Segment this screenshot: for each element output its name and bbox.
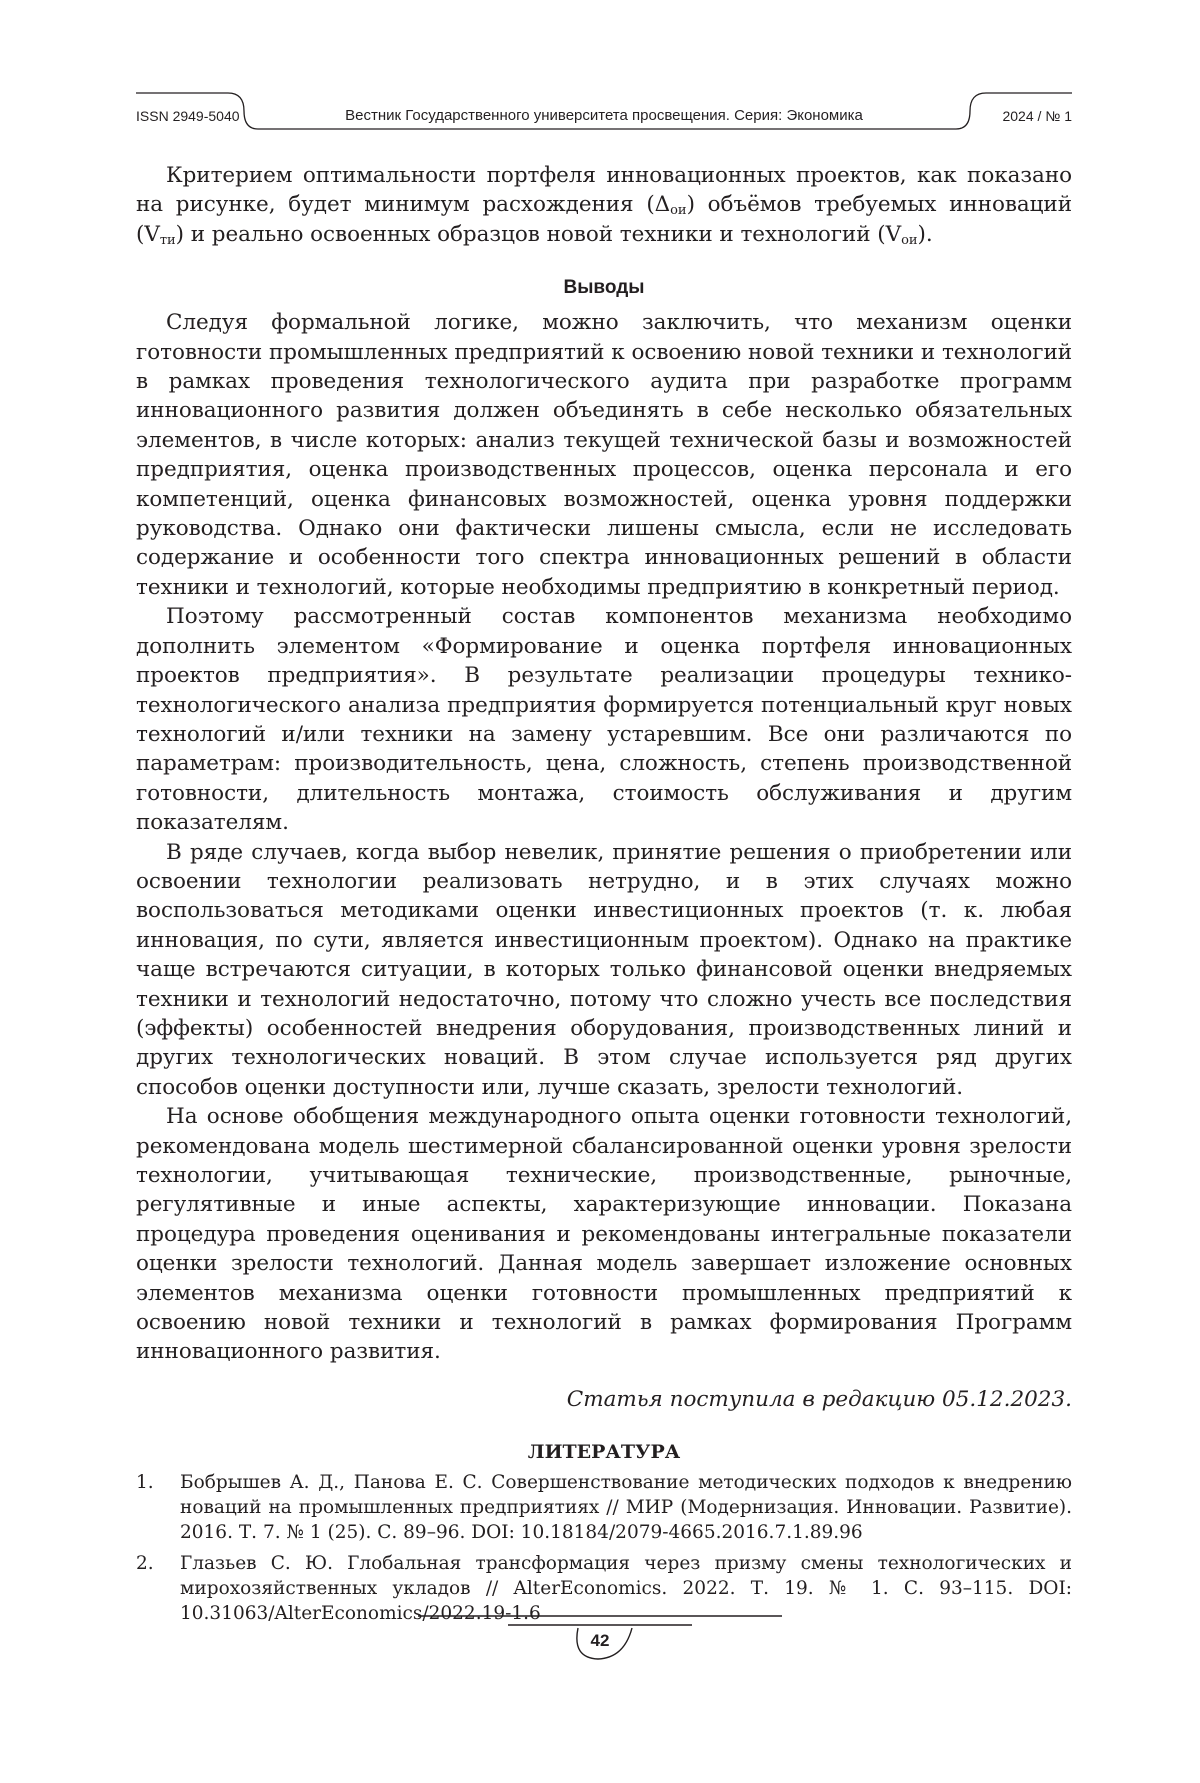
conclusion-paragraph: Поэтому рассмотренный состав компонентов механизма необходимо дополнить элементом «Формирование и оценка портфеля инновационных проектов предприятия». В результате реализации процедуры технико-технологического анализа предприятия формируется потенциальный круг новых технологий и/или техники на замену устаревшим. Все они различаются по параметрам: производительность, цена, сложность, степень производственной готовности, длительность монтажа, стоимость обслуживания и другим показателям. xyxy=(136,604,1072,836)
running-header xyxy=(136,88,1072,140)
page-number: 42 xyxy=(590,1631,610,1650)
conclusion-paragraph: В ряде случаев, когда выбор невелик, принятие решения о приобретении или освоении технологии реализовать нетрудно, и в этих случаях можно воспользоваться методиками оценки инвестиционных проектов (т. к. любая инновация, по сути, является инвестиционным проектом). Однако на практике чаще встречаются ситуации, в которых только финансовой оценки внедряемых техники и технологий недостаточно, потому что сложно учесть все последствия (эффекты) особенностей внедрения оборудования, производственных линий и других технологических новаций. В этом случае используется ряд других способов оценки доступности или, лучше сказать, зрелости технологий. xyxy=(136,839,1072,1100)
conclusion-paragraph: На основе обобщения международного опыта оценки готовности технологий, рекомендована модель шестимерной сбалансированной оценки уровня зрелости технологии, учитывающая технические, производственные, рыночные, регулятивные и иные аспекты, характеризующие инновации. Показана процедура проведения оценивания и рекомендованы интегральные показатели оценки зрелости технологий. Данная модель завершает изложение основных элементов механизма оценки готовности промышленных предприятий к освоению новой техники и технологий в рамках формирования Программ инновационного развития. xyxy=(136,1104,1072,1365)
received-date: Статья поступила в редакцию 05.12.2023. xyxy=(566,1386,1072,1412)
issn-label: ISSN 2949-5040 xyxy=(136,108,240,124)
issue-label: 2024 / № 1 xyxy=(1002,108,1072,124)
article-body xyxy=(136,161,1072,1632)
reference-number: 1. xyxy=(136,1471,154,1493)
journal-title: Вестник Государственного университета просвещения. Серия: Экономика xyxy=(345,107,863,124)
reference-number: 2. xyxy=(136,1552,154,1574)
reference-item xyxy=(136,1470,1072,1545)
literature-heading: ЛИТЕРАТУРА xyxy=(527,1440,681,1463)
section-heading-conclusions: Выводы xyxy=(563,277,645,299)
intro-paragraph: Критерием оптимальности портфеля инновационных проектов, как показано на рисунке, будет минимум расхождения $(\Delta_{ои})$ объёмов требуемых инноваций $(V_{ти})$ и реально освоенных образцов новой техники и технологий $(V_{ои})$. xyxy=(136,163,1072,248)
reference-text: Бобрышев А. Д., Панова Е. С. Совершенствование методических подходов к внедрению новаций на промышленных предприятиях // МИР (Модернизация. Инновации. Развитие). 2016. Т. 7. № 1 (25). С. 89–96. DOI: 10.18184/2079-4665.2016.7.1.89.96 xyxy=(180,1471,1072,1543)
reference-text: Глазьев С. Ю. Глобальная трансформация через призму смены технологических и мирохозяйственных укладов // AlterEconomics. 2022. Т. 19. № 1. С. 93–115. DOI: 10.31063/AlterEconomics/2022.19-1.6 xyxy=(180,1552,1072,1624)
conclusion-paragraph: Следуя формальной логике, можно заключить, что механизм оценки готовности промышленных предприятий к освоению новой техники и технологий в рамках проведения технологического аудита при разработке программ инновационного развития должен объединять в себе несколько обязательных элементов, в числе которых: анализ текущей технической базы и возможностей предприятия, оценка производственных процессов, оценка персонала и его компетенций, оценка финансовых возможностей, оценка уровня поддержки руководства. Однако они фактически лишены смысла, если не исследовать содержание и особенности того спектра инновационных решений в области техники и технологий, которые необходимы предприятию в конкретный период. xyxy=(136,310,1072,600)
